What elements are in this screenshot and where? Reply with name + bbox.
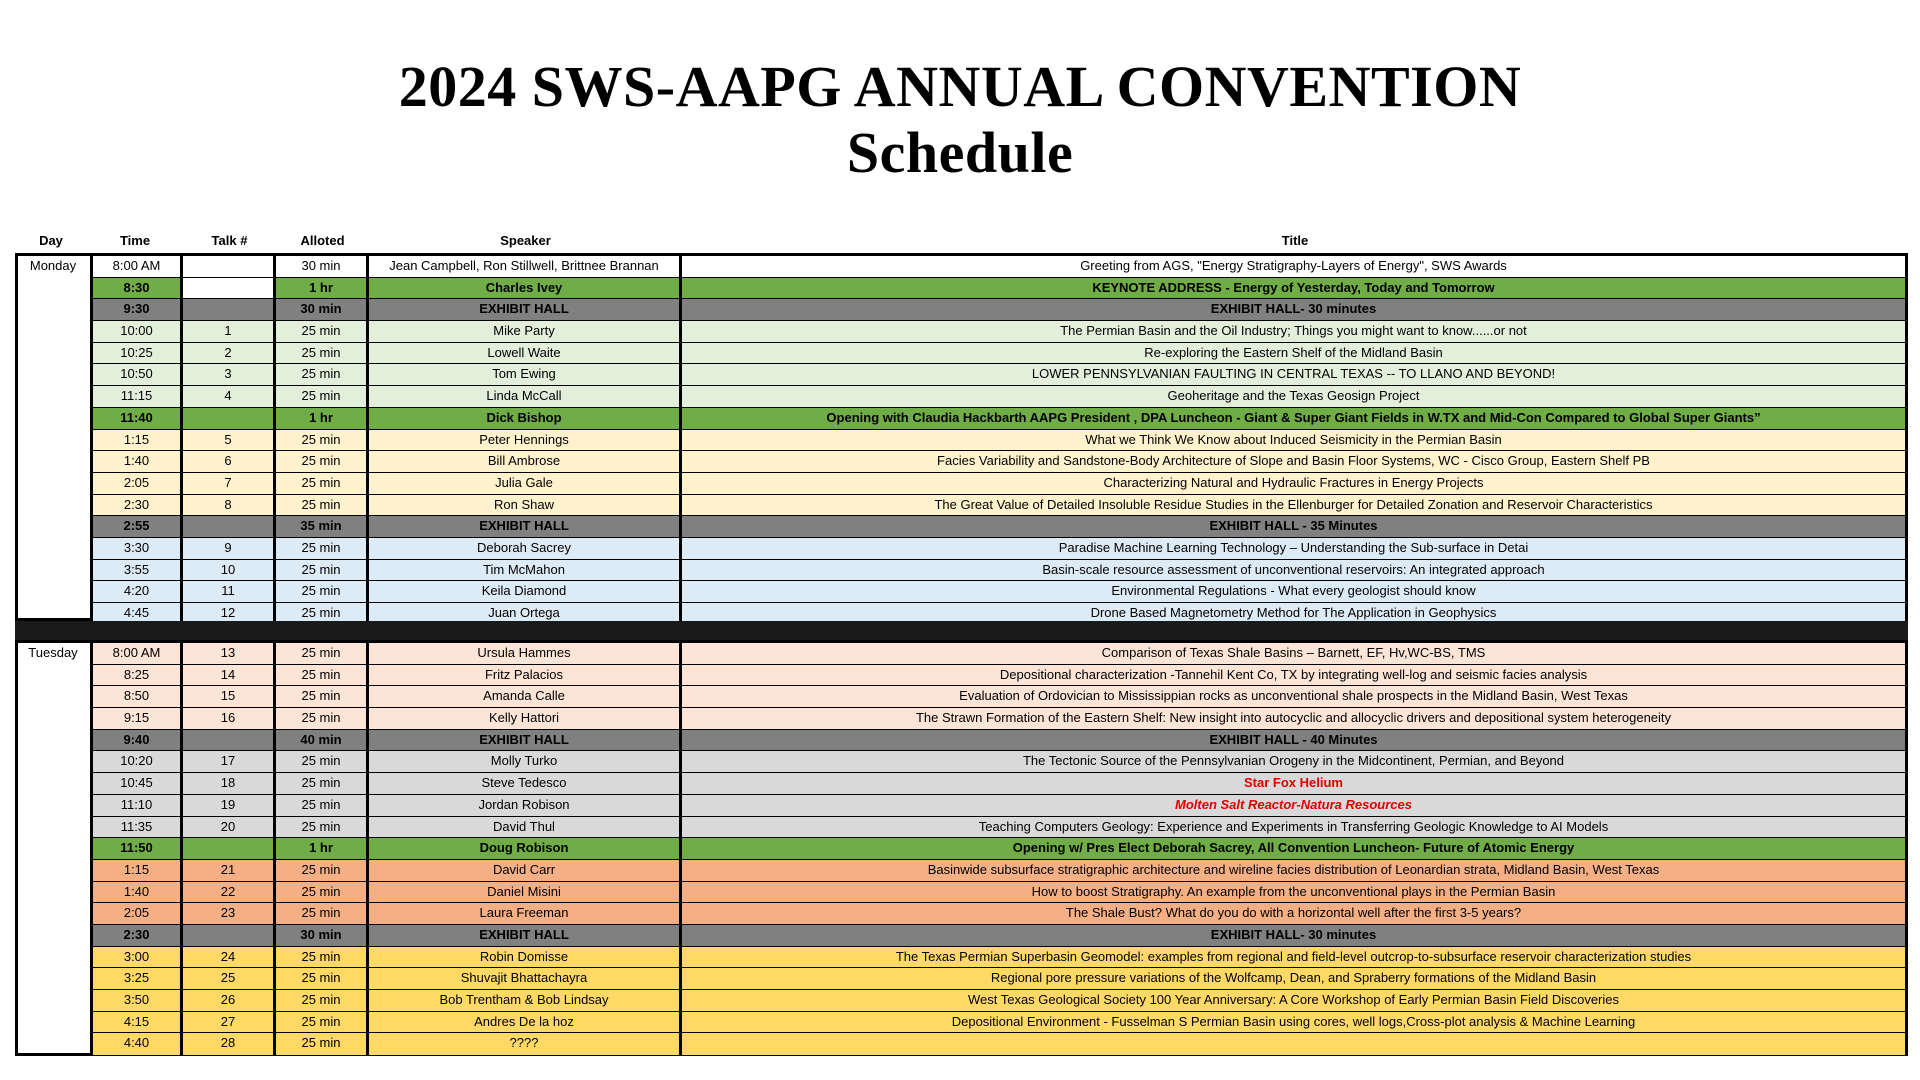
day-label-tuesday: Tuesday — [28, 645, 78, 660]
alloted-cell: 1 hr — [276, 278, 369, 299]
page-title: 2024 SWS-AAPG ANNUAL CONVENTION — [398, 54, 1522, 119]
alloted-cell: 25 min — [276, 603, 369, 625]
time-cell: 2:30 — [90, 495, 183, 516]
time-cell: 10:50 — [90, 364, 183, 385]
header-talk: Talk # — [211, 233, 248, 248]
schedule-row — [90, 1012, 1905, 1034]
talk-number-cell: 27 — [183, 1012, 276, 1033]
schedule-row — [90, 451, 1905, 473]
alloted-cell: 25 min — [276, 364, 369, 385]
day-label-monday: Monday — [29, 258, 77, 273]
schedule-row — [90, 1033, 1905, 1055]
talk-number-cell — [183, 278, 276, 299]
alloted-cell: 30 min — [276, 299, 369, 320]
time-cell: 3:50 — [90, 990, 183, 1011]
talk-number-cell: 19 — [183, 795, 276, 816]
title-cell: Teaching Computers Geology: Experience and Experiments in Transferring Geologic Knowledge to AI Models — [682, 817, 1905, 838]
title-cell: EXHIBIT HALL - 35 Minutes — [682, 516, 1905, 537]
title-cell: Opening w/ Pres Elect Deborah Sacrey, All Convention Luncheon- Future of Atomic Energy — [682, 838, 1905, 859]
alloted-cell: 25 min — [276, 473, 369, 494]
talk-number-cell: 3 — [183, 364, 276, 385]
time-cell: 8:00 AM — [90, 256, 183, 277]
speaker-cell: EXHIBIT HALL — [369, 730, 682, 751]
alloted-cell: 25 min — [276, 430, 369, 451]
alloted-cell: 25 min — [276, 1012, 369, 1033]
schedule-row — [90, 408, 1905, 430]
monday-block — [15, 253, 1908, 621]
time-cell: 1:15 — [90, 860, 183, 881]
time-cell: 4:15 — [90, 1012, 183, 1033]
time-cell: 4:45 — [90, 603, 183, 625]
schedule-row — [90, 256, 1905, 278]
speaker-cell: Andres De la hoz — [369, 1012, 682, 1033]
talk-number-cell: 8 — [183, 495, 276, 516]
title-cell: The Texas Permian Superbasin Geomodel: examples from regional and field-level outcrop-to-subsurface reservoir characterization studies — [682, 947, 1905, 968]
talk-number-cell: 17 — [183, 751, 276, 772]
title-cell: Paradise Machine Learning Technology – Understanding the Sub-surface in Detai — [682, 538, 1905, 559]
schedule-row — [90, 860, 1905, 882]
alloted-cell: 25 min — [276, 1033, 369, 1055]
talk-number-cell: 1 — [183, 321, 276, 342]
alloted-cell: 25 min — [276, 795, 369, 816]
alloted-cell: 25 min — [276, 321, 369, 342]
header-title: Title — [1281, 233, 1309, 248]
schedule-row — [90, 903, 1905, 925]
title-cell: Re-exploring the Eastern Shelf of the Midland Basin — [682, 343, 1905, 364]
speaker-cell: Ron Shaw — [369, 495, 682, 516]
header-day: Day — [39, 233, 63, 248]
monday-rows — [90, 256, 1905, 625]
alloted-cell: 25 min — [276, 686, 369, 707]
talk-number-cell — [183, 925, 276, 946]
time-cell: 4:20 — [90, 581, 183, 602]
alloted-cell: 25 min — [276, 990, 369, 1011]
alloted-cell: 25 min — [276, 903, 369, 924]
title-cell — [682, 1033, 1905, 1055]
speaker-cell: Tim McMahon — [369, 560, 682, 581]
time-cell: 3:00 — [90, 947, 183, 968]
speaker-cell: Linda McCall — [369, 386, 682, 407]
schedule-row — [90, 386, 1905, 408]
speaker-cell: Bill Ambrose — [369, 451, 682, 472]
talk-number-cell: 4 — [183, 386, 276, 407]
talk-number-cell: 21 — [183, 860, 276, 881]
day-divider — [15, 621, 1908, 640]
speaker-cell: Juan Ortega — [369, 603, 682, 625]
schedule-row — [90, 299, 1905, 321]
schedule-row — [90, 343, 1905, 365]
title-cell: Characterizing Natural and Hydraulic Fractures in Energy Projects — [682, 473, 1905, 494]
speaker-cell: Shuvajit Bhattachayra — [369, 968, 682, 989]
schedule-row — [90, 968, 1905, 990]
speaker-cell: EXHIBIT HALL — [369, 299, 682, 320]
time-cell: 2:55 — [90, 516, 183, 537]
time-cell: 4:40 — [90, 1033, 183, 1055]
alloted-cell: 25 min — [276, 538, 369, 559]
talk-number-cell: 24 — [183, 947, 276, 968]
title-cell: Environmental Regulations - What every geologist should know — [682, 581, 1905, 602]
schedule-row — [90, 730, 1905, 752]
tuesday-block — [15, 640, 1908, 1056]
schedule-row — [90, 560, 1905, 582]
time-cell: 11:15 — [90, 386, 183, 407]
time-cell: 9:40 — [90, 730, 183, 751]
alloted-cell: 1 hr — [276, 838, 369, 859]
title-cell: The Permian Basin and the Oil Industry; Things you might want to know......or not — [682, 321, 1905, 342]
time-cell: 8:00 AM — [90, 643, 183, 664]
time-cell: 8:50 — [90, 686, 183, 707]
talk-number-cell: 2 — [183, 343, 276, 364]
header-time: Time — [119, 233, 151, 248]
schedule-row — [90, 278, 1905, 300]
time-cell: 3:30 — [90, 538, 183, 559]
title-cell: Opening with Claudia Hackbarth AAPG President , DPA Luncheon - Giant & Super Giant Fields in W.TX and Mid-Con Compared to Global Super Giants” — [682, 408, 1905, 429]
alloted-cell: 30 min — [276, 256, 369, 277]
time-cell: 10:00 — [90, 321, 183, 342]
time-cell: 8:25 — [90, 665, 183, 686]
talk-number-cell — [183, 516, 276, 537]
alloted-cell: 25 min — [276, 495, 369, 516]
alloted-cell: 25 min — [276, 451, 369, 472]
alloted-cell: 25 min — [276, 860, 369, 881]
title-cell: The Great Value of Detailed Insoluble Residue Studies in the Ellenburger for Detailed Zonation and Reservoir Characteristics — [682, 495, 1905, 516]
talk-number-cell: 13 — [183, 643, 276, 664]
speaker-cell: Fritz Palacios — [369, 665, 682, 686]
speaker-cell: Charles Ivey — [369, 278, 682, 299]
speaker-cell: David Carr — [369, 860, 682, 881]
schedule-row — [90, 643, 1905, 665]
speaker-cell: Amanda Calle — [369, 686, 682, 707]
title-cell: Facies Variability and Sandstone-Body Architecture of Slope and Basin Floor Systems, WC - Cisco Group, Eastern Shelf PB — [682, 451, 1905, 472]
speaker-cell: Bob Trentham & Bob Lindsay — [369, 990, 682, 1011]
speaker-cell: EXHIBIT HALL — [369, 516, 682, 537]
title-cell: Geoheritage and the Texas Geosign Project — [682, 386, 1905, 407]
alloted-cell: 25 min — [276, 708, 369, 729]
alloted-cell: 35 min — [276, 516, 369, 537]
talk-number-cell — [183, 256, 276, 277]
speaker-cell: ???? — [369, 1033, 682, 1055]
alloted-cell: 25 min — [276, 643, 369, 664]
title-cell: EXHIBIT HALL- 30 minutes — [682, 925, 1905, 946]
title-cell: Star Fox Helium — [682, 773, 1905, 794]
speaker-cell: Robin Domisse — [369, 947, 682, 968]
talk-number-cell: 22 — [183, 882, 276, 903]
schedule-row — [90, 538, 1905, 560]
time-cell: 2:05 — [90, 473, 183, 494]
header-alloted: Alloted — [300, 233, 345, 248]
tuesday-rows — [90, 643, 1905, 1055]
title-cell: Evaluation of Ordovician to Mississippian rocks as unconventional shale prospects in the Midland Basin, West Texas — [682, 686, 1905, 707]
time-cell: 2:30 — [90, 925, 183, 946]
title-cell: Comparison of Texas Shale Basins – Barnett, EF, Hv,WC-BS, TMS — [682, 643, 1905, 664]
schedule-row — [90, 817, 1905, 839]
speaker-cell: Doug Robison — [369, 838, 682, 859]
talk-number-cell — [183, 299, 276, 320]
schedule-row — [90, 495, 1905, 517]
alloted-cell: 30 min — [276, 925, 369, 946]
title-cell: Basin-scale resource assessment of unconventional reservoirs: An integrated approach — [682, 560, 1905, 581]
time-cell: 9:15 — [90, 708, 183, 729]
title-cell: The Shale Bust? What do you do with a horizontal well after the first 3-5 years? — [682, 903, 1905, 924]
time-cell: 8:30 — [90, 278, 183, 299]
title-cell: Regional pore pressure variations of the Wolfcamp, Dean, and Spraberry formations of the Midland Basin — [682, 968, 1905, 989]
speaker-cell: Steve Tedesco — [369, 773, 682, 794]
schedule-row — [90, 430, 1905, 452]
title-cell: What we Think We Know about Induced Seismicity in the Permian Basin — [682, 430, 1905, 451]
talk-number-cell: 18 — [183, 773, 276, 794]
speaker-cell: Deborah Sacrey — [369, 538, 682, 559]
speaker-cell: Jordan Robison — [369, 795, 682, 816]
talk-number-cell — [183, 730, 276, 751]
schedule-row — [90, 321, 1905, 343]
time-cell: 1:40 — [90, 451, 183, 472]
talk-number-cell — [183, 838, 276, 859]
alloted-cell: 25 min — [276, 882, 369, 903]
time-cell: 9:30 — [90, 299, 183, 320]
title-cell: Depositional characterization -Tannehil Kent Co, TX by integrating well-log and seismic facies analysis — [682, 665, 1905, 686]
speaker-cell: Tom Ewing — [369, 364, 682, 385]
speaker-cell: Molly Turko — [369, 751, 682, 772]
alloted-cell: 25 min — [276, 665, 369, 686]
alloted-cell: 25 min — [276, 343, 369, 364]
title-cell: LOWER PENNSYLVANIAN FAULTING IN CENTRAL TEXAS -- TO LLANO AND BEYOND! — [682, 364, 1905, 385]
talk-number-cell: 10 — [183, 560, 276, 581]
schedule-row — [90, 838, 1905, 860]
schedule-row — [90, 751, 1905, 773]
header-speaker: Speaker — [500, 233, 551, 248]
talk-number-cell: 16 — [183, 708, 276, 729]
time-cell: 11:10 — [90, 795, 183, 816]
alloted-cell: 25 min — [276, 773, 369, 794]
title-cell: How to boost Stratigraphy. An example from the unconventional plays in the Permian Basin — [682, 882, 1905, 903]
schedule-row — [90, 990, 1905, 1012]
alloted-cell: 25 min — [276, 560, 369, 581]
speaker-cell: Ursula Hammes — [369, 643, 682, 664]
time-cell: 2:05 — [90, 903, 183, 924]
alloted-cell: 1 hr — [276, 408, 369, 429]
speaker-cell: Kelly Hattori — [369, 708, 682, 729]
speaker-cell: Daniel Misini — [369, 882, 682, 903]
speaker-cell: Peter Hennings — [369, 430, 682, 451]
title-cell: Molten Salt Reactor-Natura Resources — [682, 795, 1905, 816]
alloted-cell: 25 min — [276, 817, 369, 838]
alloted-cell: 40 min — [276, 730, 369, 751]
alloted-cell: 25 min — [276, 581, 369, 602]
talk-number-cell: 15 — [183, 686, 276, 707]
title-cell: EXHIBIT HALL- 30 minutes — [682, 299, 1905, 320]
schedule-row — [90, 581, 1905, 603]
talk-number-cell: 11 — [183, 581, 276, 602]
time-cell: 3:55 — [90, 560, 183, 581]
schedule-row — [90, 708, 1905, 730]
schedule-row — [90, 473, 1905, 495]
schedule-row — [90, 795, 1905, 817]
talk-number-cell: 6 — [183, 451, 276, 472]
speaker-cell: Jean Campbell, Ron Stillwell, Brittnee Brannan — [369, 256, 682, 277]
speaker-cell: Dick Bishop — [369, 408, 682, 429]
schedule-row — [90, 516, 1905, 538]
title-cell: West Texas Geological Society 100 Year Anniversary: A Core Workshop of Early Permian Basin Field Discoveries — [682, 990, 1905, 1011]
time-cell: 10:20 — [90, 751, 183, 772]
title-cell: EXHIBIT HALL - 40 Minutes — [682, 730, 1905, 751]
title-cell: Basinwide subsurface stratigraphic architecture and wireline facies distribution of Leonardian strata, Midland Basin, West Texas — [682, 860, 1905, 881]
talk-number-cell: 14 — [183, 665, 276, 686]
talk-number-cell: 7 — [183, 473, 276, 494]
title-cell: The Tectonic Source of the Pennsylvanian Orogeny in the Midcontinent, Permian, and Beyond — [682, 751, 1905, 772]
talk-number-cell: 9 — [183, 538, 276, 559]
talk-number-cell: 23 — [183, 903, 276, 924]
schedule-row — [90, 925, 1905, 947]
title-cell: KEYNOTE ADDRESS - Energy of Yesterday, Today and Tomorrow — [682, 278, 1905, 299]
alloted-cell: 25 min — [276, 751, 369, 772]
schedule-row — [90, 882, 1905, 904]
talk-number-cell: 25 — [183, 968, 276, 989]
speaker-cell: Laura Freeman — [369, 903, 682, 924]
schedule-row — [90, 364, 1905, 386]
speaker-cell: Julia Gale — [369, 473, 682, 494]
time-cell: 1:15 — [90, 430, 183, 451]
speaker-cell: Lowell Waite — [369, 343, 682, 364]
title-cell: The Strawn Formation of the Eastern Shelf: New insight into autocyclic and allocyclic drivers and depositional system heterogeneity — [682, 708, 1905, 729]
schedule-row — [90, 773, 1905, 795]
speaker-cell: Mike Party — [369, 321, 682, 342]
talk-number-cell — [183, 408, 276, 429]
speaker-cell: EXHIBIT HALL — [369, 925, 682, 946]
time-cell: 11:40 — [90, 408, 183, 429]
time-cell: 11:50 — [90, 838, 183, 859]
title-cell: Greeting from AGS, "Energy Stratigraphy-Layers of Energy", SWS Awards — [682, 256, 1905, 277]
talk-number-cell: 12 — [183, 603, 276, 625]
page-subtitle: Schedule — [846, 120, 1074, 185]
talk-number-cell: 5 — [183, 430, 276, 451]
talk-number-cell: 26 — [183, 990, 276, 1011]
title-cell: Depositional Environment - Fusselman S Permian Basin using cores, well logs,Cross-plot analysis & Machine Learning — [682, 1012, 1905, 1033]
alloted-cell: 25 min — [276, 968, 369, 989]
alloted-cell: 25 min — [276, 386, 369, 407]
time-cell: 1:40 — [90, 882, 183, 903]
speaker-cell: David Thul — [369, 817, 682, 838]
title-cell: Drone Based Magnetometry Method for The Application in Geophysics — [682, 603, 1905, 625]
schedule-row — [90, 665, 1905, 687]
time-cell: 3:25 — [90, 968, 183, 989]
time-cell: 11:35 — [90, 817, 183, 838]
time-cell: 10:25 — [90, 343, 183, 364]
schedule-row — [90, 686, 1905, 708]
speaker-cell: Keila Diamond — [369, 581, 682, 602]
alloted-cell: 25 min — [276, 947, 369, 968]
time-cell: 10:45 — [90, 773, 183, 794]
schedule-row — [90, 947, 1905, 969]
talk-number-cell: 20 — [183, 817, 276, 838]
talk-number-cell: 28 — [183, 1033, 276, 1055]
